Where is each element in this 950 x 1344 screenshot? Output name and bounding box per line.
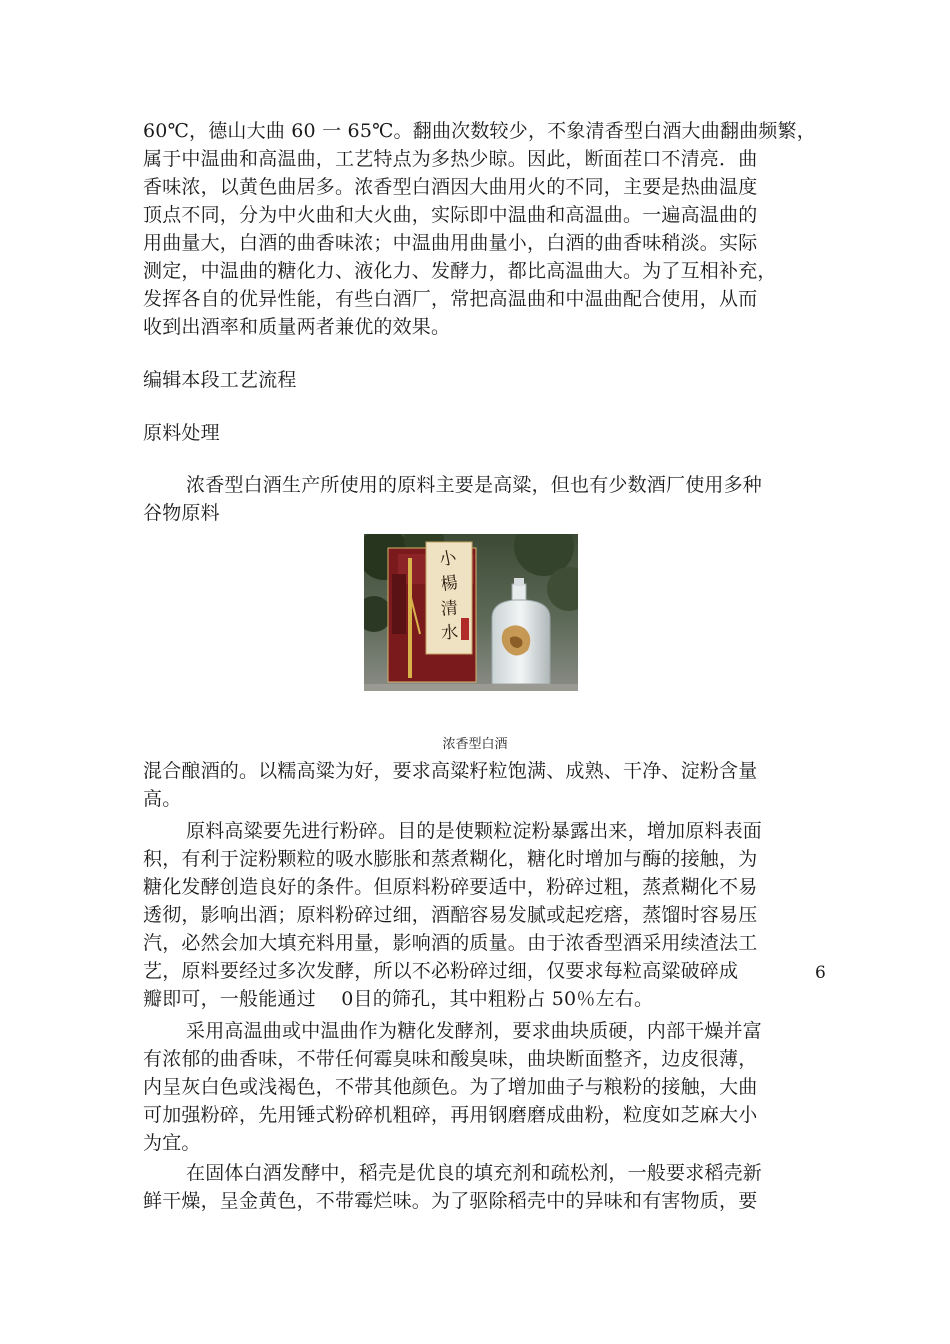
figure-caption: 浓香型白酒 <box>442 737 508 752</box>
text-line: 顶点不同，分为中火曲和大火曲，实际即中温曲和高温曲。一遍高温曲的 <box>143 204 758 226</box>
svg-text:小: 小 <box>437 547 459 571</box>
text-line: 混合酿酒的。以糯高粱为好，要求高粱籽粒饱满、成熟、干净、淀粉含量 <box>143 760 758 782</box>
text-line: 积，有利于淀粉颗粒的吸水膨胀和蒸煮糊化，糖化时增加与酶的接触，为 <box>143 848 758 870</box>
page-number: 6 <box>815 963 826 983</box>
svg-text:水: 水 <box>440 622 459 644</box>
text-line: 汽，必然会加大填充料用量，影响酒的质量。由于浓香型酒采用续渣法工 <box>143 932 758 954</box>
text-line: 艺，原料要经过多次发酵，所以不必粉碎过细，仅要求每粒高粱破碎成 <box>143 960 739 982</box>
text-line: 采用高温曲或中温曲作为糖化发酵剂，要求曲块质硬，内部干燥并富 <box>186 1020 763 1042</box>
text-line: 内呈灰白色或浅褐色，不带其他颜色。为了增加曲子与粮粉的接触，大曲 <box>143 1076 758 1098</box>
text-line: 透彻，影响出酒；原料粉碎过细，酒醅容易发腻或起疙瘩，蒸馏时容易压 <box>143 904 758 926</box>
svg-text:清: 清 <box>439 598 459 620</box>
text-line: 测定，中温曲的糖化力、液化力、发酵力，都比高温曲大。为了互相补充， <box>143 260 777 282</box>
text-line: 用曲量大，白酒的曲香味浓；中温曲用曲量小，白酒的曲香味稍淡。实际 <box>143 232 758 254</box>
text-line: 发挥各自的优异性能，有些白酒厂，常把高温曲和中温曲配合使用，从而 <box>143 288 758 310</box>
text-line: 香味浓，以黄色曲居多。浓香型白酒因大曲用火的不同，主要是热曲温度 <box>143 176 758 198</box>
text-line: 60℃，德山大曲 60 一 65℃。翻曲次数较少，不象清香型白酒大曲翻曲频繁， <box>143 120 816 142</box>
text-line: 原料高粱要先进行粉碎。目的是使颗粒淀粉暴露出来，增加原料表面 <box>186 820 763 842</box>
text-line: 鲜干燥，呈金黄色，不带霉烂味。为了驱除稻壳中的异味和有害物质，要 <box>143 1190 758 1212</box>
text-line: 浓香型白酒生产所使用的原料主要是高粱，但也有少数酒厂使用多种 <box>186 474 763 496</box>
text-line: 收到出酒率和质量两者兼优的效果。 <box>143 316 451 338</box>
svg-text:楊: 楊 <box>439 572 460 596</box>
text-line: 在固体白酒发酵中，稻壳是优良的填充剂和疏松剂，一般要求稻壳新 <box>186 1162 763 1184</box>
text-line: 高。 <box>143 788 182 810</box>
text-line: 为宜。 <box>143 1132 201 1154</box>
subsection-heading: 原料处理 <box>143 422 220 444</box>
text-line: 可加强粉碎，先用锤式粉碎机粗碎，再用钢磨磨成曲粉，粒度如芝麻大小 <box>143 1104 758 1126</box>
text-line: 有浓郁的曲香味，不带任何霉臭味和酸臭味，曲块断面整齐，边皮很薄， <box>143 1048 758 1070</box>
text-line: 糖化发酵创造良好的条件。但原料粉碎要适中，粉碎过粗，蒸煮糊化不易 <box>143 876 758 898</box>
section-heading: 编辑本段工艺流程 <box>143 369 297 391</box>
text-line: 瓣即可，一般能通过 0目的筛孔，其中粗粉占 50％左右。 <box>143 988 654 1010</box>
text-line: 属于中温曲和高温曲，工艺特点为多热少晾。因此，断面茬口不清亮．曲 <box>143 148 758 170</box>
text-line: 谷物原料 <box>143 502 220 524</box>
liquor-photo <box>364 534 578 691</box>
